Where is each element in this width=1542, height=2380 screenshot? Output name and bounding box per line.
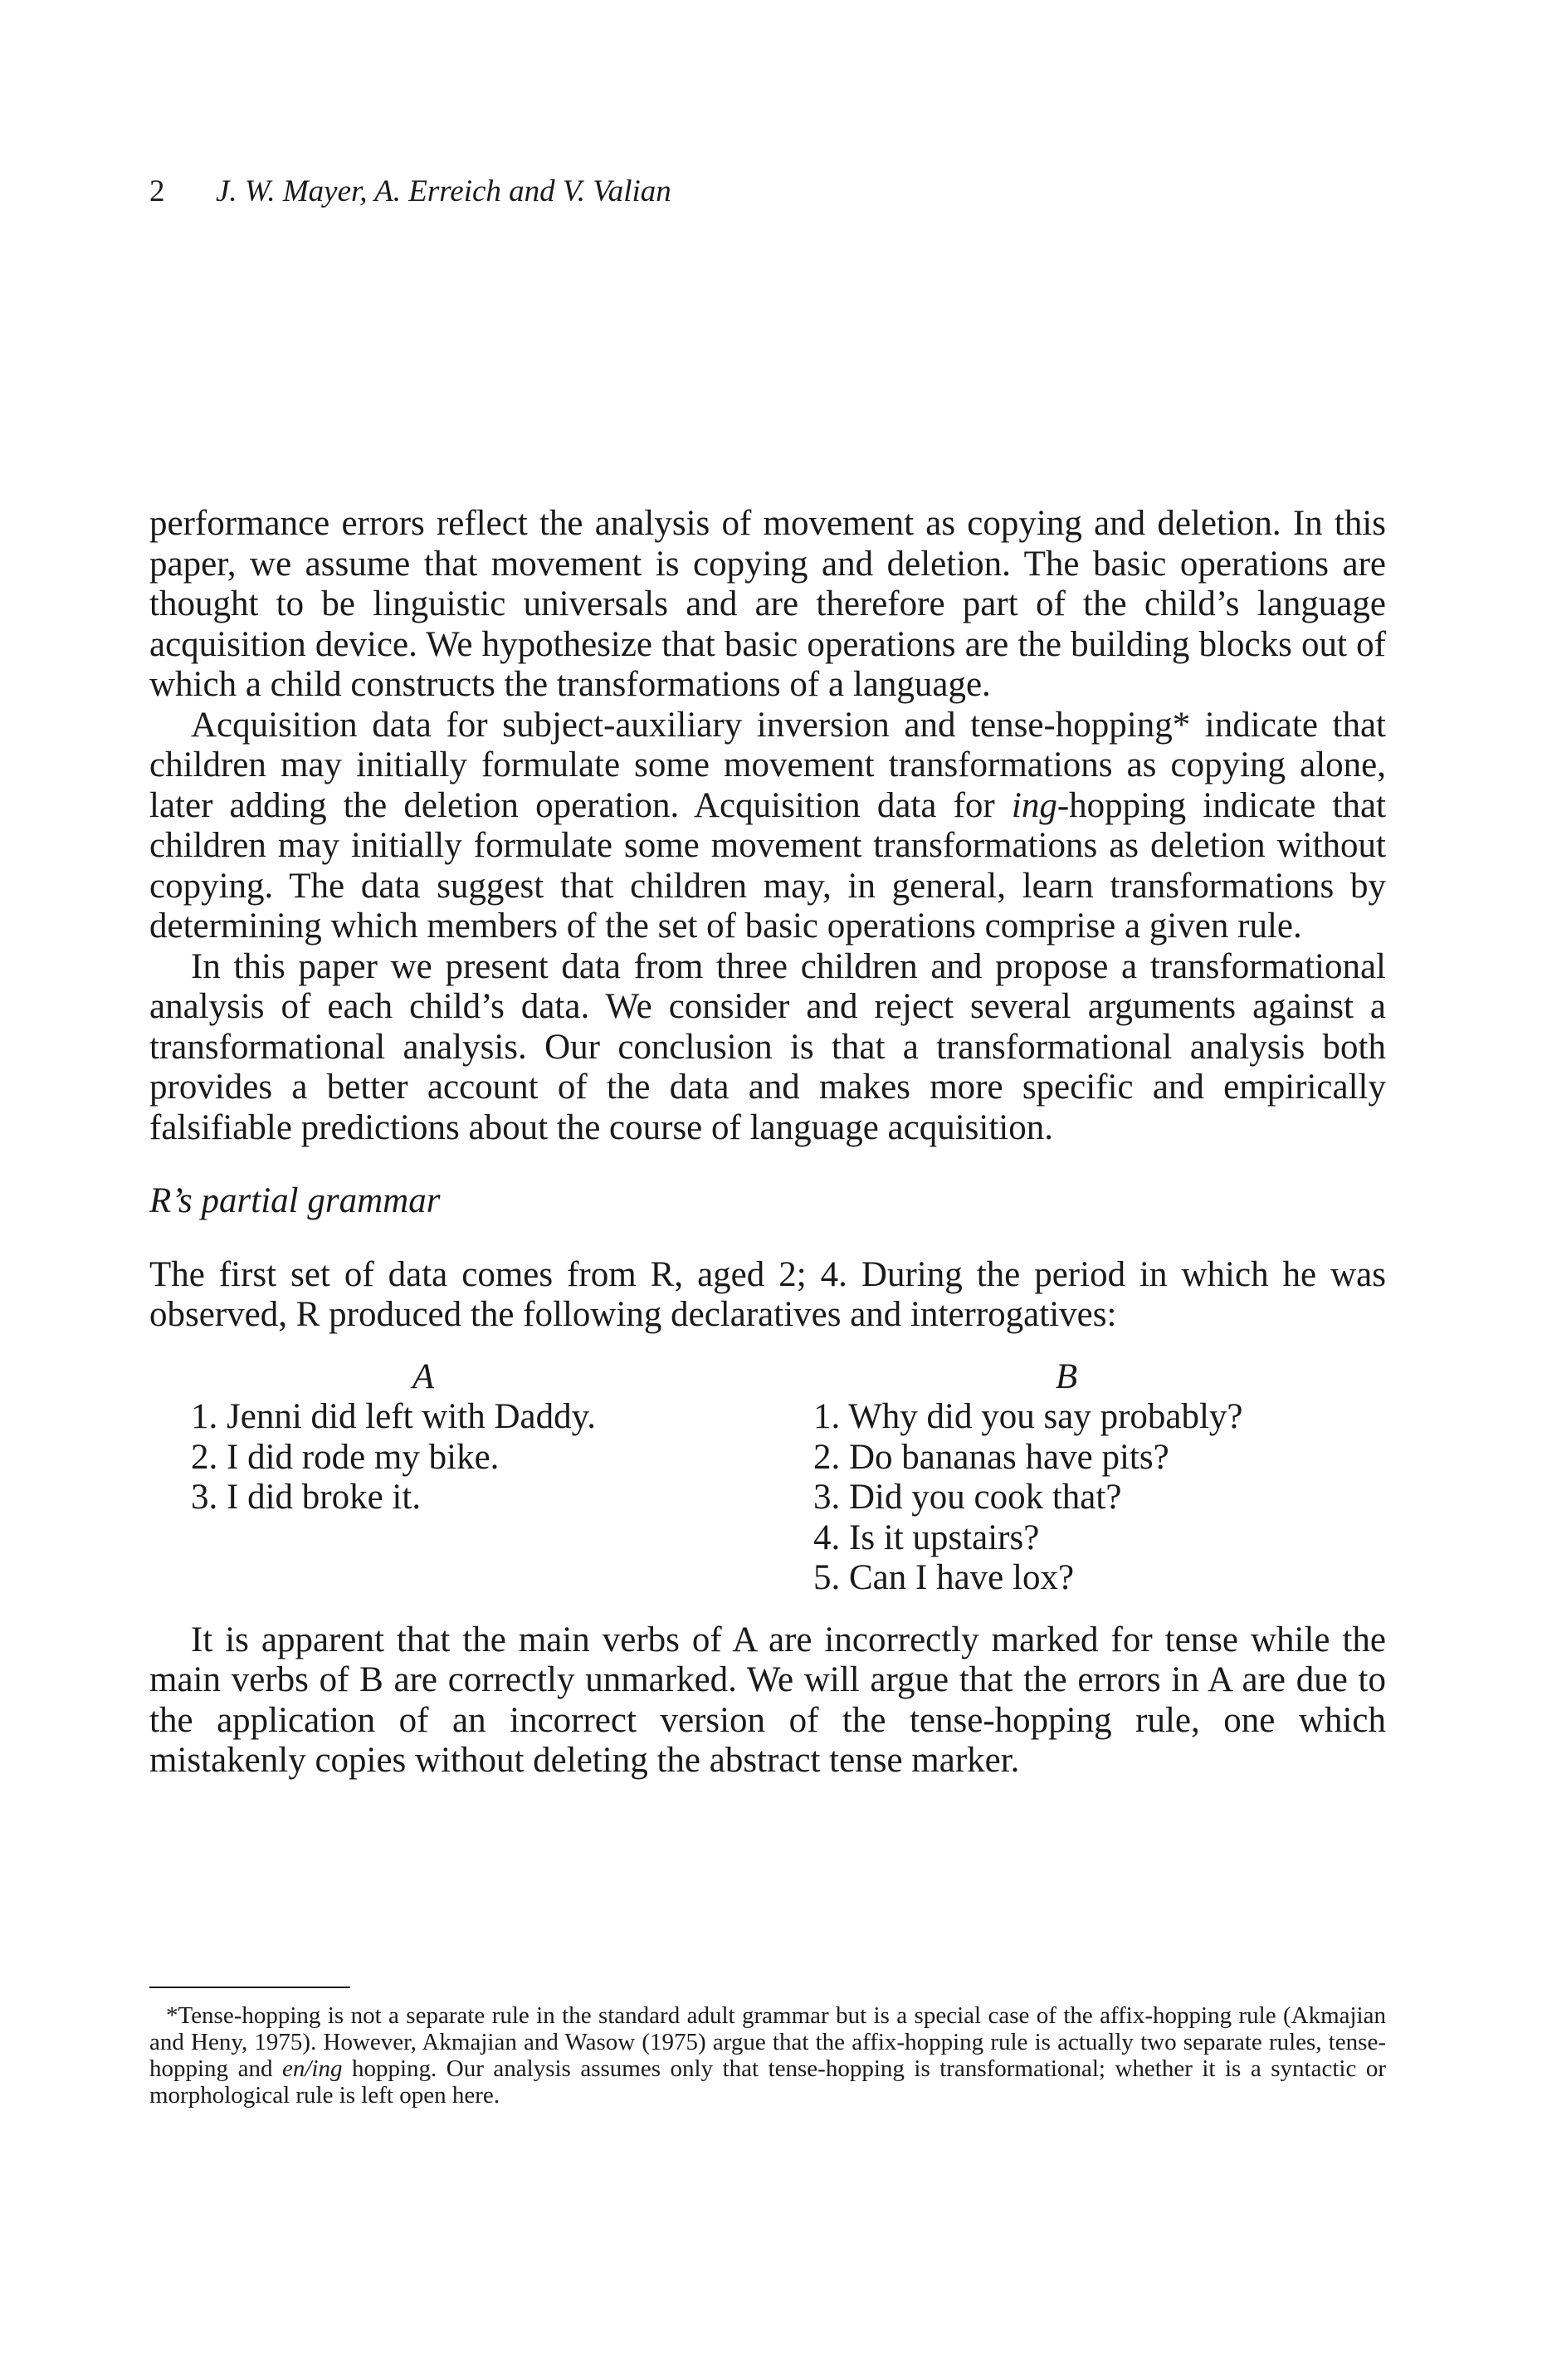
footnote-part-b: hopping. Our analysis assumes only that tense-hopping is transformational; whether it is a syntactic or morphological rule is left open here. xyxy=(149,2055,1386,2109)
paragraph-2-ing: ing xyxy=(1011,785,1057,825)
example-sentences xyxy=(149,1357,1386,1599)
column-b-heading: B xyxy=(1055,1356,1078,1396)
body-text xyxy=(149,504,1386,1781)
paragraph-1: performance errors reflect the analysis of movement as copying and deletion. In this paper, we assume that movement is copying and deletion. The basic operations are thought to be linguistic universals and are therefore part of the child’s language acquisition device. We hypothesize that basic operations are the building blocks out of which a child constructs the transformations of a language. xyxy=(149,504,1386,704)
example-item: 1. Why did you say probably? xyxy=(813,1397,1243,1436)
footnote xyxy=(149,2002,1386,2109)
section-heading: R’s partial grammar xyxy=(149,1181,441,1220)
footnote-divider xyxy=(149,1987,350,1988)
example-item: 4. Is it upstairs? xyxy=(813,1517,1040,1557)
example-item: 2. I did rode my bike. xyxy=(191,1437,500,1477)
footnote-ening: en/ing xyxy=(281,2055,343,2082)
example-item: 5. Can I have lox? xyxy=(813,1558,1075,1597)
example-item: 2. Do bananas have pits? xyxy=(813,1437,1169,1477)
paragraph-2 xyxy=(149,706,1386,947)
example-item: 3. I did broke it. xyxy=(191,1478,422,1517)
examples-column-b xyxy=(813,1357,1386,1599)
paragraph-4: The first set of data comes from R, aged 2; 4. During the period in which he was observed, R produced the following declaratives and interrogatives: xyxy=(149,1254,1386,1334)
example-item: 3. Did you cook that? xyxy=(813,1478,1122,1517)
examples-column-a xyxy=(191,1357,764,1599)
paragraph-2-part-a: Acquisition data for subject-auxiliary inversion and tense-hopping* indicate that children may initially formulate some movement transformations as copying alone, later adding the deletion operation. Acquisition data for xyxy=(149,705,1386,825)
footnote-part-a: *Tense-hopping is not a separate rule in the standard adult grammar but is a special case of the affix-hopping rule (Akmajian and Heny, 1975). However, Akmajian and Wasow (1975) argue that the affix-hopping rule is actually two separate rules, tense-hopping and xyxy=(149,2002,1386,2082)
paragraph-3: In this paper we present data from three children and propose a transformational analysis of each child’s data. We consider and reject several arguments against a transformational analysis. Our conclusion is that a transformational analysis both provides a better account of the data and makes more specific and empirically falsifiable predictions about the course of language acquisition. xyxy=(149,946,1386,1147)
paragraph-2-part-b: -hopping indicate that children may initially formulate some movement transformations as deletion without copying. The data suggest that children may, in general, learn transformations by determining which members of the set of basic operations comprise a given rule. xyxy=(149,785,1386,946)
running-header xyxy=(149,173,671,211)
page-number: 2 xyxy=(149,174,165,208)
paragraph-5: It is apparent that the main verbs of A are incorrectly marked for tense while the main verbs of B are correctly unmarked. We will argue that the errors in A are due to the application of an incorrect version of the tense-hopping rule, one which mistakenly copies without deleting the abstract tense marker. xyxy=(149,1620,1386,1780)
running-header-authors: J. W. Mayer, A. Erreich and V. Valian xyxy=(216,174,671,208)
example-item: 1. Jenni did left with Daddy. xyxy=(191,1397,597,1436)
footnote-text xyxy=(149,2002,1386,2109)
column-a-heading: A xyxy=(412,1356,435,1396)
